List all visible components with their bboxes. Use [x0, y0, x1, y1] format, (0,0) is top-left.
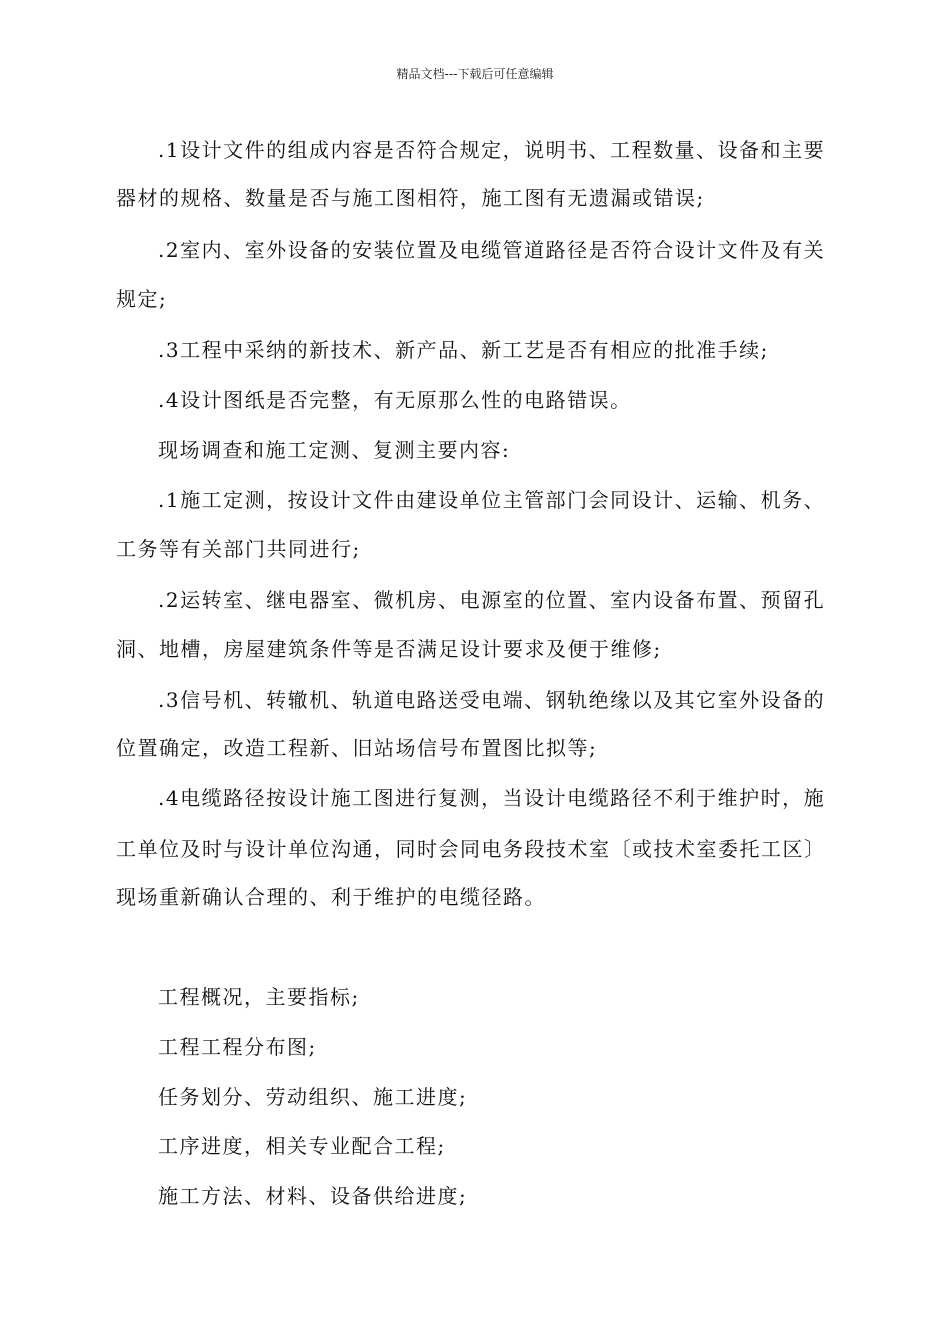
list-item: 任务划分、劳动组织、施工进度;: [158, 1085, 468, 1109]
body-line: 器材的规格、数量是否与施工图相符，施工图有无遗漏或错误;: [116, 186, 705, 210]
body-line: 规定;: [116, 287, 168, 311]
body-line: .2室内、室外设备的安装位置及电缆管道路径是否符合设计文件及有关: [158, 238, 826, 262]
section-heading: 现场调查和施工定测、复测主要内容:: [158, 438, 511, 462]
list-item: 施工方法、材料、设备供给进度;: [158, 1184, 468, 1208]
list-item: 工程概况，主要指标;: [158, 985, 360, 1009]
list-item: 工序进度，相关专业配合工程;: [158, 1134, 446, 1158]
body-line: .3信号机、转辙机、轨道电路送受电端、钢轨绝缘以及其它室外设备的: [158, 688, 826, 712]
body-line: 位置确定，改造工程新、旧站场信号布置图比拟等;: [116, 736, 598, 760]
body-line: .4设计图纸是否完整，有无原那么性的电路错误。: [158, 388, 632, 412]
body-line: 洞、地槽，房屋建筑条件等是否满足设计要求及便于维修;: [116, 637, 662, 661]
body-line: 工务等有关部门共同进行;: [116, 537, 361, 561]
body-line: .2运转室、继电器室、微机房、电源室的位置、室内设备布置、预留孔: [158, 588, 826, 612]
body-line: .3工程中采纳的新技术、新产品、新工艺是否有相应的批准手续;: [158, 338, 769, 362]
list-item: 工程工程分布图;: [158, 1035, 317, 1059]
body-line: .1施工定测，按设计文件由建设单位主管部门会同设计、运输、机务、: [158, 488, 826, 512]
body-line: .1设计文件的组成内容是否符合规定，说明书、工程数量、设备和主要: [158, 138, 826, 162]
body-line: .4电缆路径按设计施工图进行复测，当设计电缆路径不利于维护时，施: [158, 786, 826, 810]
body-line: 现场重新确认合理的、利于维护的电缆径路。: [116, 885, 546, 909]
page-header: 精品文档---下载后可任意编辑: [396, 67, 554, 81]
body-line: 工单位及时与设计单位沟通，同时会同电务段技术室〔或技术室委托工区〕: [116, 837, 826, 861]
